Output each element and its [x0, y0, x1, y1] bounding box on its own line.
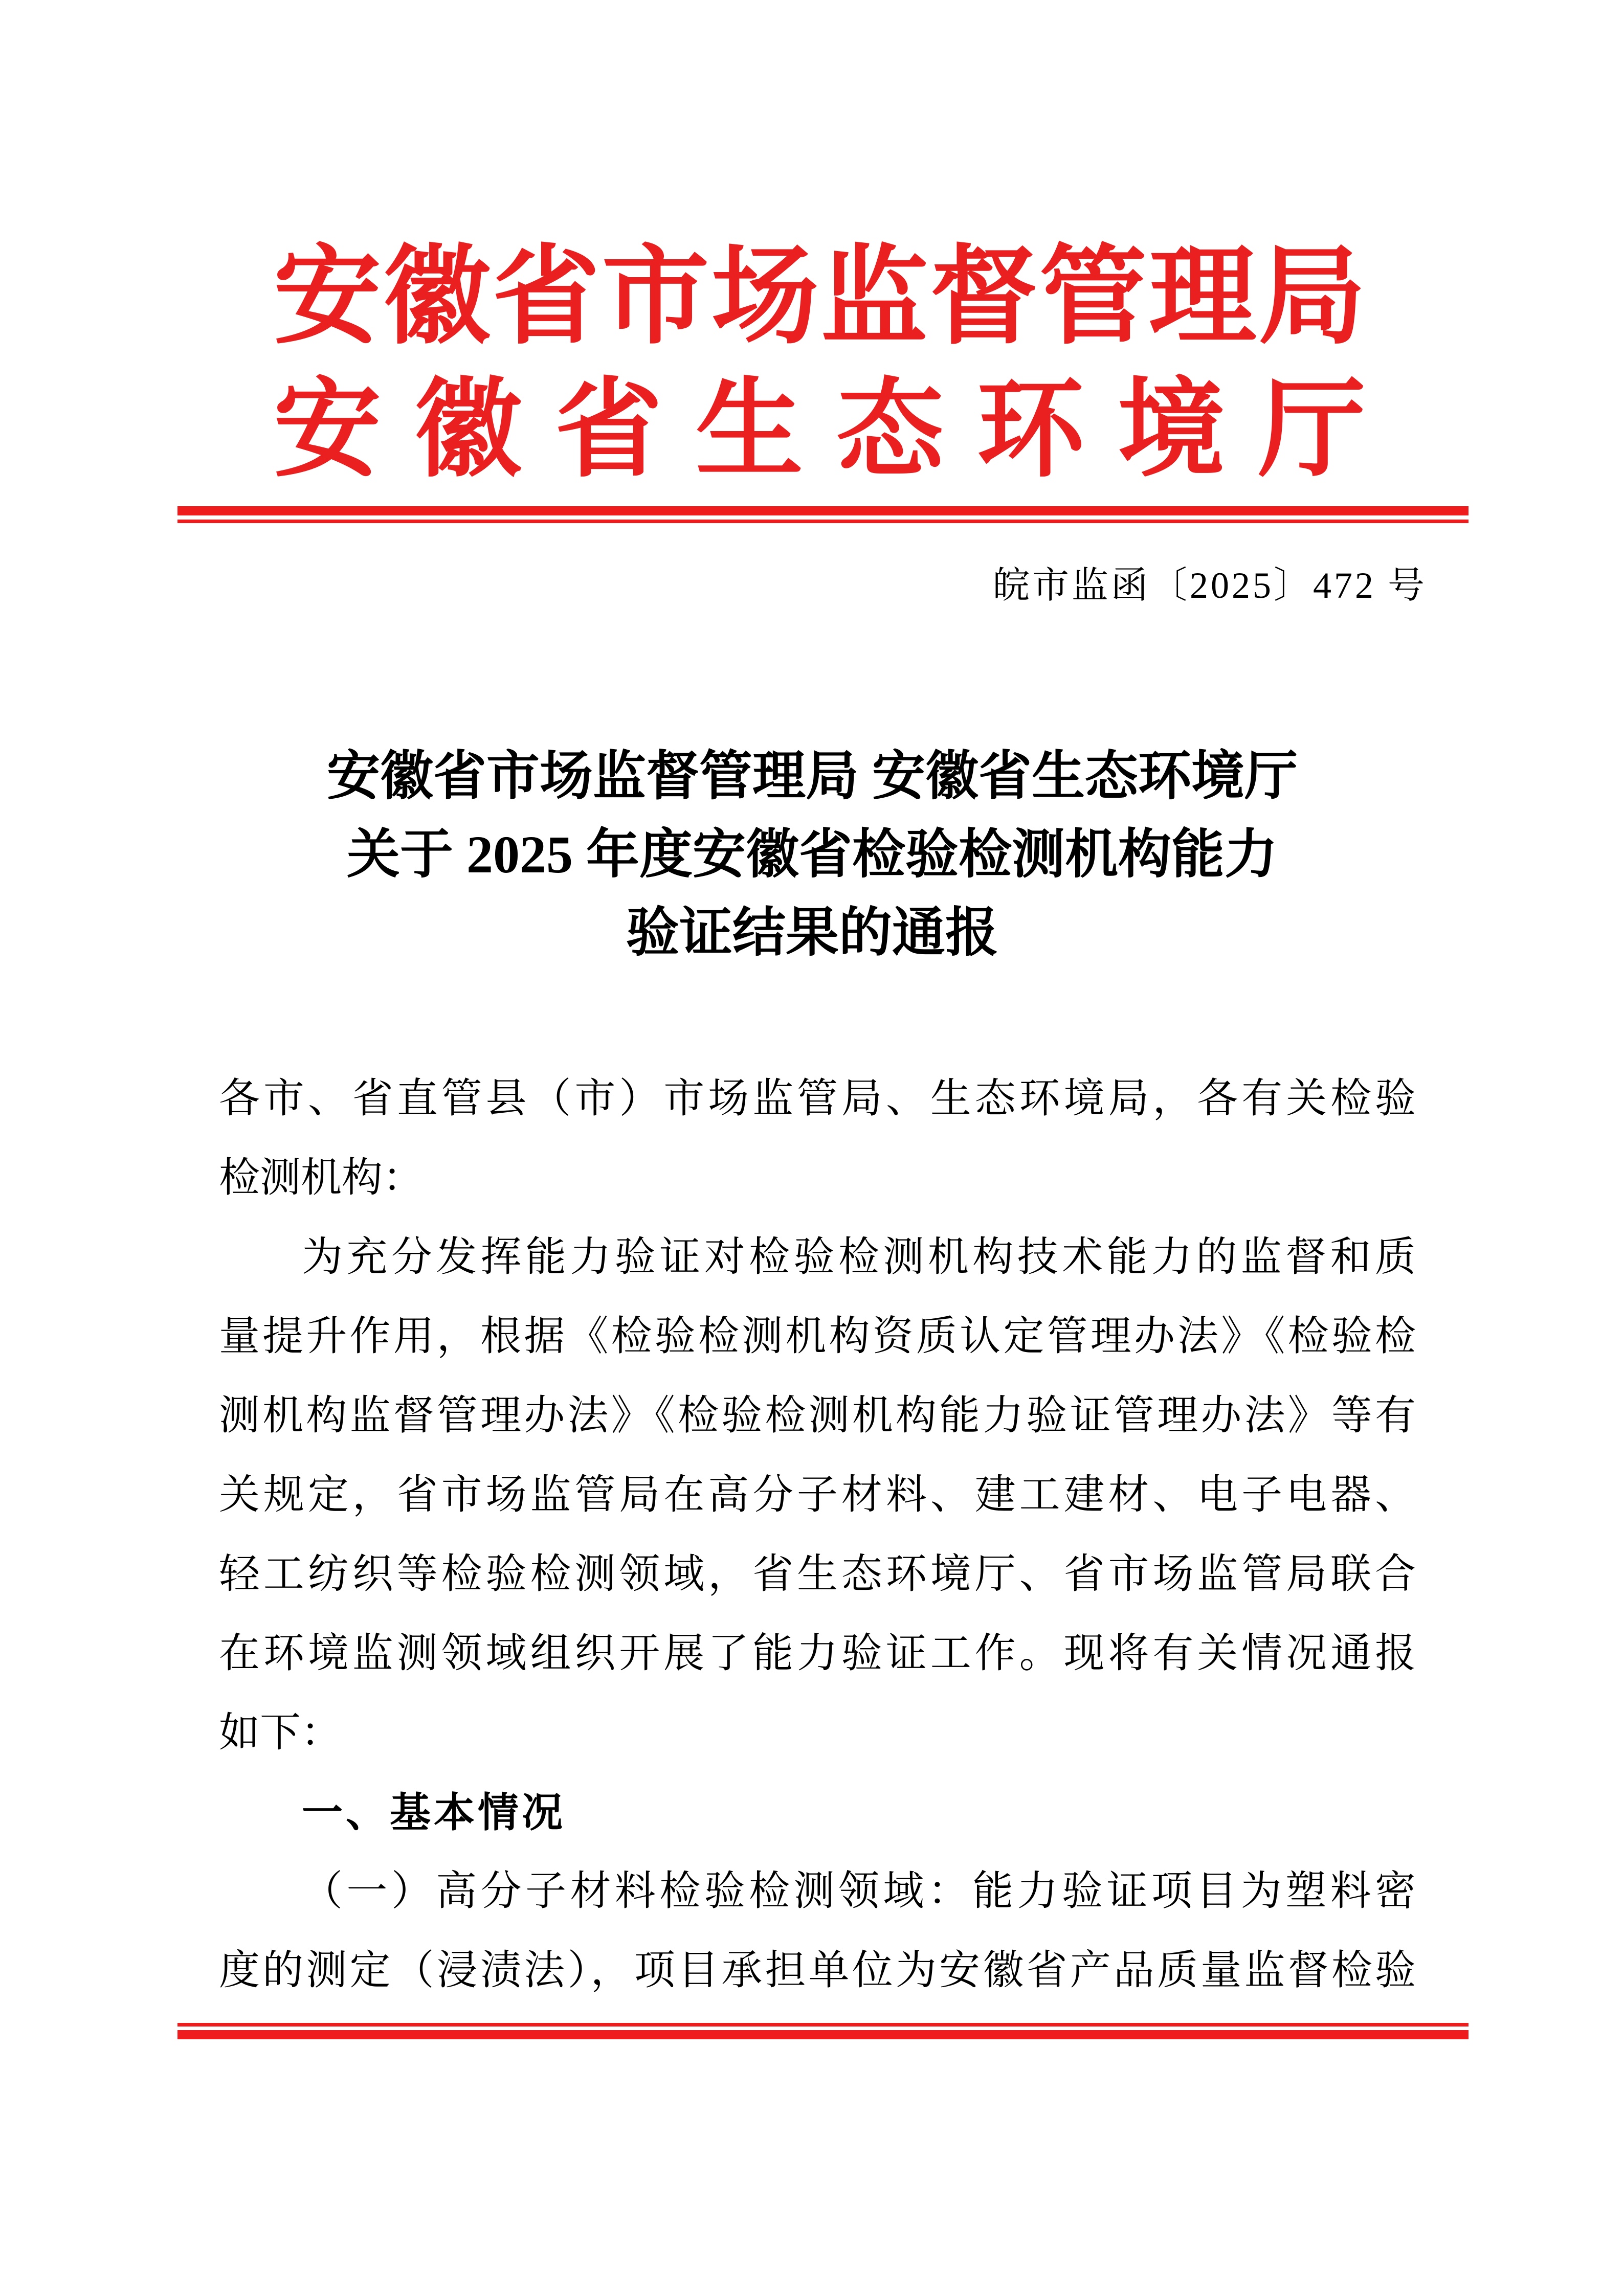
body-line: 量提升作用，根据《检验检测机构资质认定管理办法》《检验检 — [219, 1314, 1416, 1359]
body-line: 为充分发挥能力验证对检验检测机构技术能力的监督和质 — [302, 1235, 1416, 1280]
body-line: 各市、省直管县（市）市场监管局、生态环境局，各有关检验 — [219, 1076, 1416, 1121]
body-line: （一）高分子材料检验检测领域：能力验证项目为塑料密 — [302, 1869, 1416, 1914]
body-line: 关规定，省市场监管局在高分子材料、建工建材、电子电器、 — [219, 1473, 1416, 1518]
body-line: 如下： — [219, 1710, 342, 1755]
doc-number: 皖市监函〔2025〕472 号 — [992, 565, 1427, 606]
document-title-line-1: 安徽省市场监督管理局 安徽省生态环境厅 — [326, 747, 1298, 806]
footer-red-rule-thick — [177, 2030, 1469, 2039]
body-line: 在环境监测领域组织开展了能力验证工作。现将有关情况通报 — [219, 1631, 1416, 1676]
body-line: 轻工纺织等检验检测领域，省生态环境厅、省市场监管局联合 — [219, 1552, 1416, 1597]
header-red-rule-thick — [177, 506, 1469, 515]
body-line: 检测机构： — [219, 1156, 424, 1201]
document-title-line-3: 验证结果的通报 — [626, 904, 998, 962]
document-body — [219, 1060, 1416, 2011]
body-line: 测机构监督管理办法》《检验检测机构能力验证管理办法》等有 — [219, 1393, 1416, 1438]
header-org-name-2: 安徽省生态环境厅 — [274, 371, 1366, 490]
footer-red-rule-thin — [177, 2023, 1469, 2027]
document-title — [214, 737, 1411, 972]
document-title-line-2: 关于 2025 年度安徽省检验检测机构能力 — [346, 825, 1278, 884]
header-red-rule-thin — [177, 520, 1469, 523]
body-line: 度的测定（浸渍法），项目承担单位为安徽省产品质量监督检验 — [219, 1948, 1416, 1993]
header-org-name-1: 安徽省市场监督管理局 — [274, 238, 1366, 357]
body-section-heading: 一、基本情况 — [302, 1790, 566, 1835]
